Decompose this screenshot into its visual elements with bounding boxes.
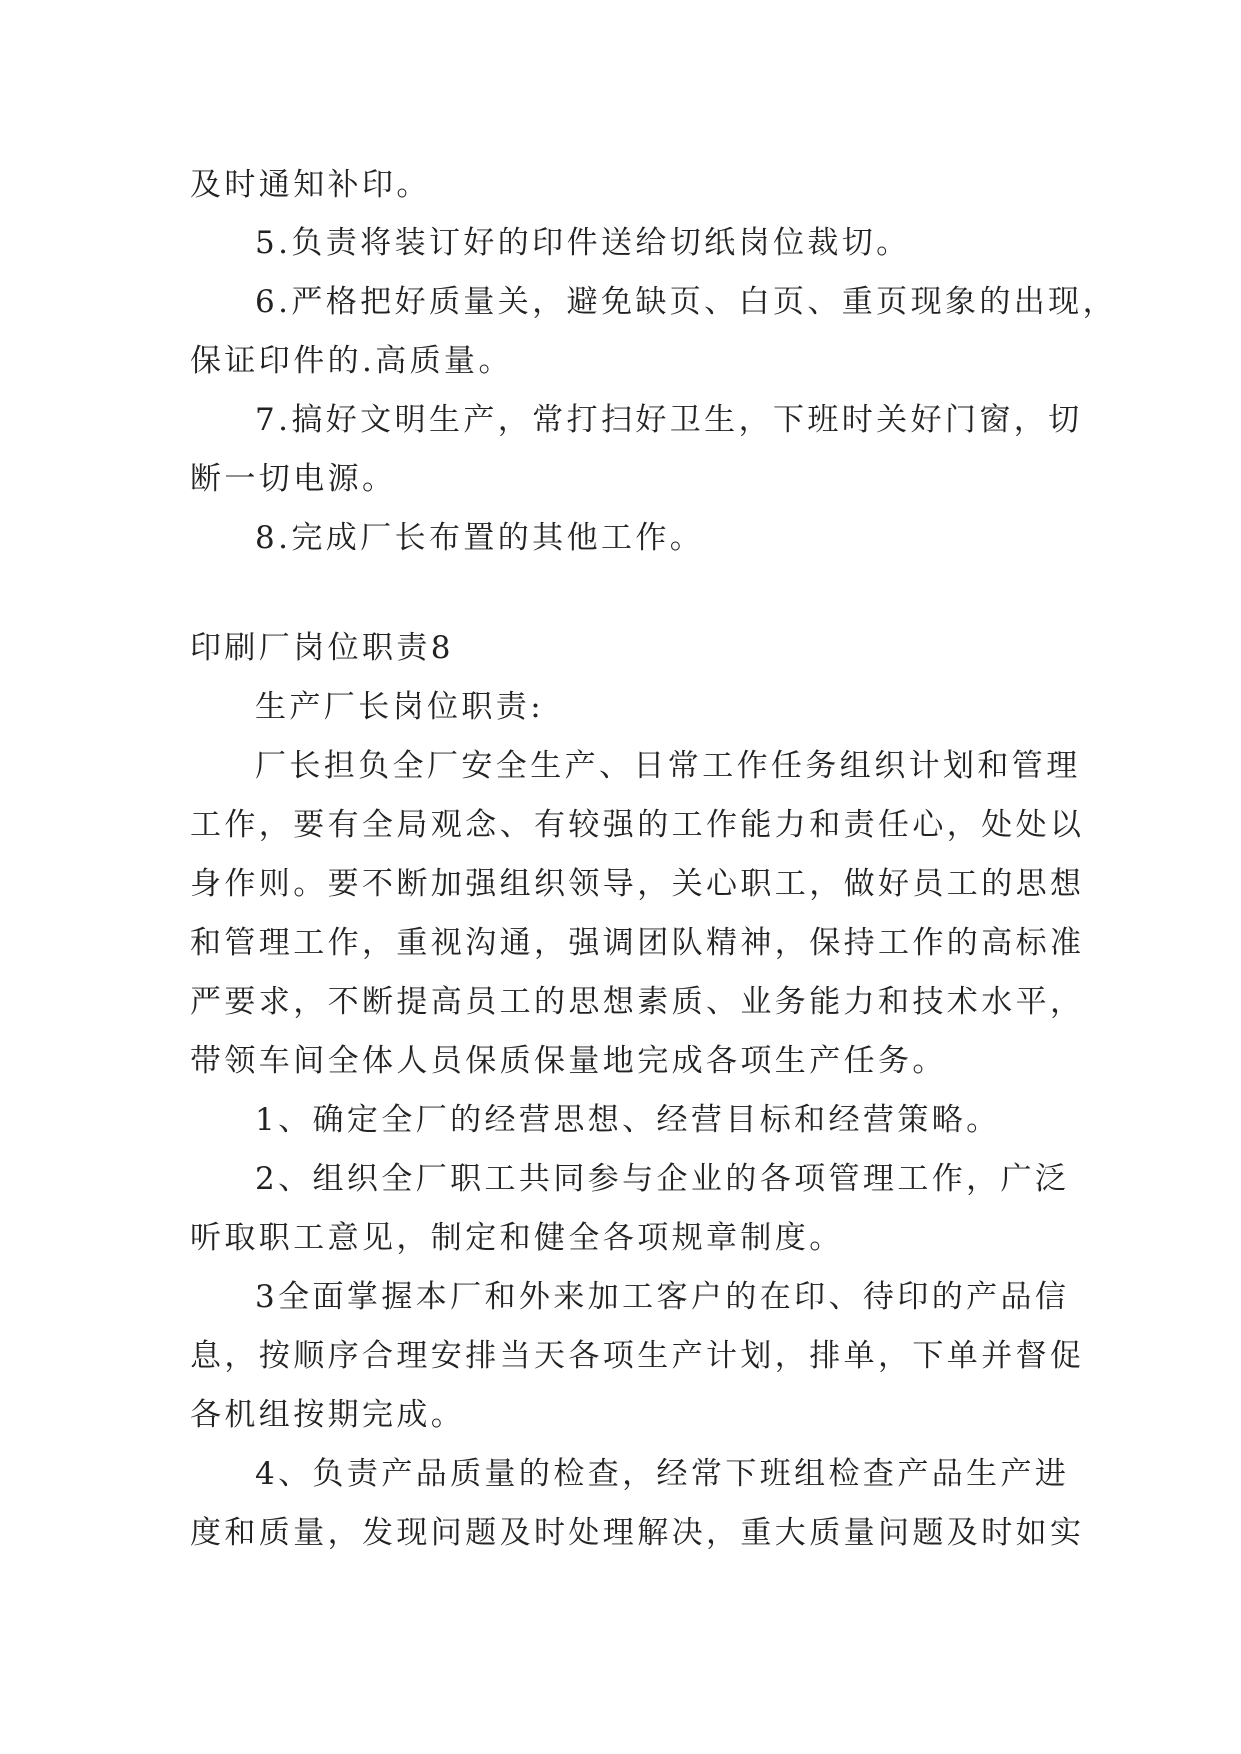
text-line: 及时通知补印。: [190, 167, 431, 203]
text-line: 度和质量，发现问题及时处理解决，重大质量问题及时如实: [190, 1515, 1085, 1551]
text-line: 厂长担负全厂安全生产、日常工作任务组织计划和管理: [255, 748, 1081, 784]
text-line: 带领车间全体人员保质保量地完成各项生产任务。: [190, 1043, 947, 1079]
text-line: 工作，要有全局观念、有较强的工作能力和责任心，处处以: [190, 807, 1085, 843]
text-line: 保证印件的.高质量。: [190, 343, 513, 379]
section-heading: 印刷厂岗位职责8: [190, 630, 454, 666]
text-line: 2、组织全厂职工共同参与企业的各项管理工作，广泛: [255, 1161, 1070, 1197]
text-line: 听取职工意见，制定和健全各项规章制度。: [190, 1220, 844, 1256]
text-line: 3全面掌握本厂和外来加工客户的在印、待印的产品信: [255, 1279, 1070, 1315]
text-line: 息，按顺序合理安排当天各项生产计划，排单，下单并督促: [190, 1338, 1085, 1374]
text-line: 8.完成厂长布置的其他工作。: [255, 520, 705, 556]
text-line: 和管理工作，重视沟通，强调团队精神，保持工作的高标准: [190, 925, 1085, 961]
text-line: 6.严格把好质量关，避免缺页、白页、重页现象的出现，: [255, 284, 1117, 320]
text-line: 5.负责将装订好的印件送给切纸岗位裁切。: [255, 225, 911, 261]
text-line: 各机组按期完成。: [190, 1397, 466, 1433]
text-line: 断一切电源。: [190, 461, 397, 497]
text-line: 身作则。要不断加强组织领导，关心职工，做好员工的思想: [190, 866, 1085, 902]
text-line: 严要求，不断提高员工的思想素质、业务能力和技术水平，: [190, 984, 1085, 1020]
text-line: 生产厂长岗位职责:: [255, 689, 545, 725]
text-line: 4、负责产品质量的检查，经常下班组检查产品生产进: [255, 1456, 1070, 1492]
text-line: 1、确定全厂的经营思想、经营目标和经营策略。: [255, 1102, 1001, 1138]
text-line: 7.搞好文明生产，常打扫好卫生，下班时关好门窗，切: [255, 402, 1083, 438]
